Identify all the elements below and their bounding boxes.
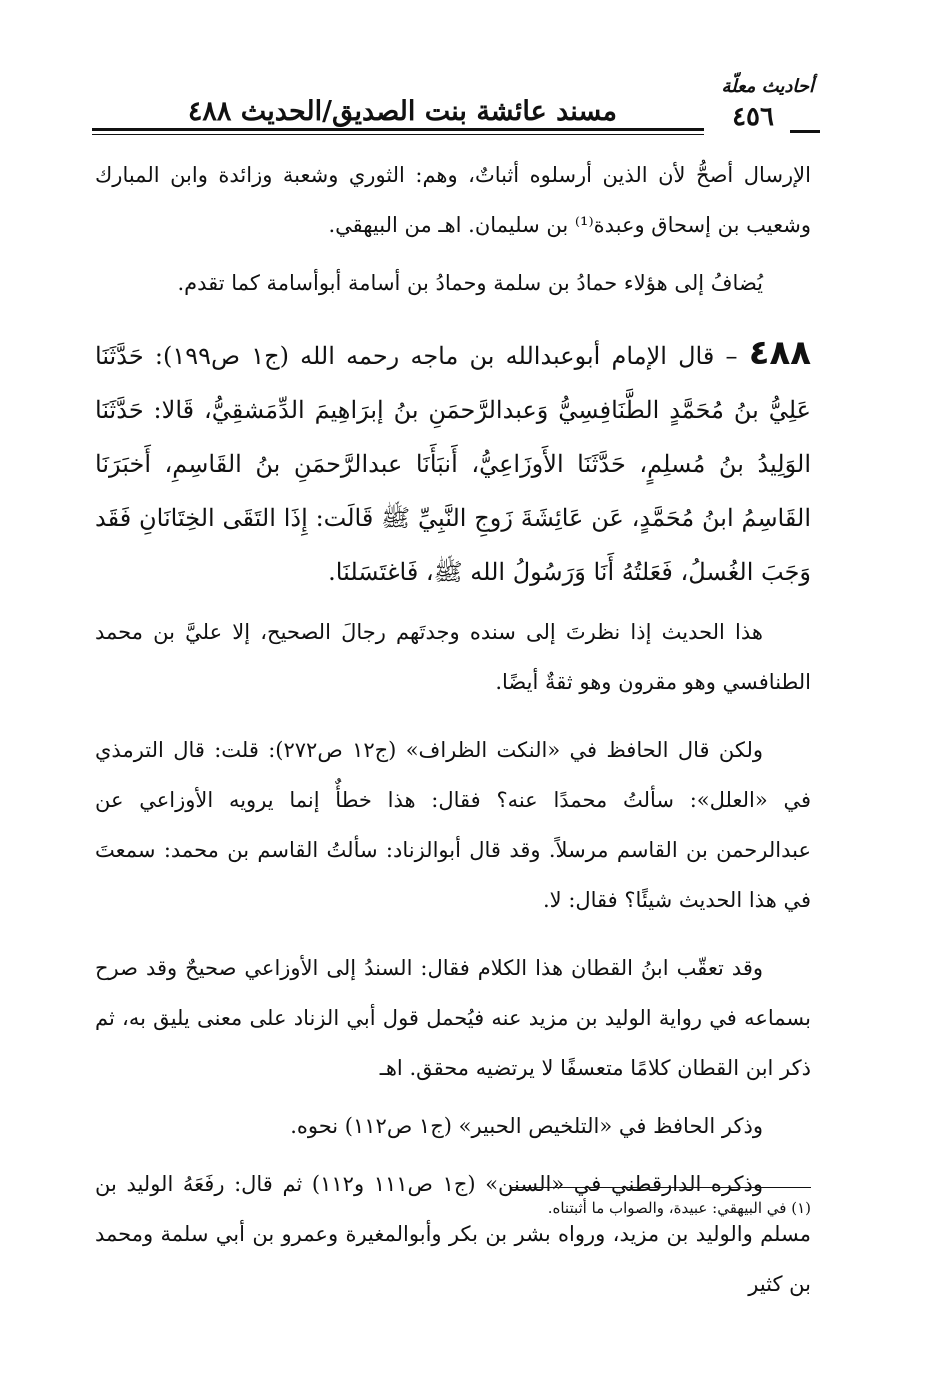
hadith-number: ٤٨٨ <box>748 333 811 373</box>
paragraph-2: يُضافُ إلى هؤلاء حمادُ بن سلمة وحمادُ بن أسامة أبوأسامة كما تقدم. <box>177 271 763 295</box>
footnote-marker: (١) <box>791 1199 811 1217</box>
footnote <box>211 1196 811 1220</box>
page-title: مسند عائشة بنت الصديق/الحديث ٤٨٨ <box>187 96 617 127</box>
footnote-text: في البيهقي: عبيدة، والصواب ما أثبتناه. <box>547 1199 787 1217</box>
page-number: ٤٥٦ <box>732 102 774 132</box>
header-divider-short <box>790 130 820 133</box>
main-text <box>95 150 811 1309</box>
footnote-divider <box>511 1187 811 1188</box>
hadith-block <box>95 326 811 599</box>
header-divider <box>92 128 704 131</box>
paragraph-1: الإرسال أصحُّ لأن الذين أرسلوه أثباتٌ، وهم: الثوري وشعبة وزائدة وابن المبارك وشعيب بن إسحاق وعبدة⁽¹⁾ بن سليمان. اهـ من البيهقي. <box>95 163 811 237</box>
hadith-text: – قال الإمام أبوعبدالله بن ماجه رحمه الله (ج١ ص١٩٩): حَدَّثَنَا عَلِيُّ بنُ مُحَمَّدٍ الطَّنَافِسِيُّ وَعبدالرَّحمَنِ بنُ إبرَاهِيمَ الدِّمَشقِيُّ، قَالا: حَدَّثَنَا الوَلِيدُ بنُ مُسلِمٍ، حَدَّثَنَا الأَوزَاعِيُّ، أَنبَأَنَا عبدالرَّحمَنِ بنُ القَاسِمِ، أَخبَرَنَا القَاسِمُ ابنُ مُحَمَّدٍ، عَن عَائِشَةَ زَوجِ النَّبِيِّ ﷺ قَالَت: إِذَا التَقَى الخِتَانَانِ فَقَد وَجَبَ الغُسلُ، فَعَلتُهُ أَنَا وَرَسُولُ الله ﷺ، فَاغتَسَلنَا. <box>95 342 811 586</box>
paragraph-6: وذكر الحافظ في «التلخيص الحبير» (ج١ ص١١٢) نحوه. <box>290 1114 763 1138</box>
paragraph-5: وقد تعقّب ابنُ القطان هذا الكلام فقال: السندُ إلى الأوزاعي صحيحٌ وقد صرح بسماعه في رواية الوليد بن مزيد عنه فيُحمل قول أبي الزناد على معنى يليق به، ثم ذكر ابن القطان كلامًا متعسفًا لا يرتضيه محقق. اهـ <box>95 956 811 1080</box>
section-label: أحاديث معلّة <box>721 76 814 97</box>
paragraph-4: ولكن قال الحافظ في «النكت الظراف» (ج١٢ ص٢٧٢): قلت: قال الترمذي في «العلل»: سألتُ محمدًا عنه؟ فقال: هذا خطأٌ إنما يرويه الأوزاعي عن عبدالرحمن بن القاسم مرسلاً. وقد قال أبوالزناد: سألتُ القاسم بن محمد: سمعتَ في هذا الحديث شيئًا؟ فقال: لا. <box>95 738 811 912</box>
header-divider-thin <box>92 134 704 135</box>
paragraph-3: هذا الحديث إذا نظرتَ إلى سنده وجدتَهم رجالَ الصحيح، إلا عليَّ بن محمد الطنافسي وهو مقرون وهو ثقةٌ أيضًا. <box>95 620 811 694</box>
paragraph-7: وذكره الدارقطني في «السنن» (ج١ ص١١١ و١١٢) ثم قال: رفَعَهُ الوليد بن مسلم والوليد بن مزيد، ورواه بشر بن بكر وأبوالمغيرة وعمرو بن أبي سلمة ومحمد بن كثير <box>95 1172 811 1296</box>
page-header <box>90 78 822 138</box>
